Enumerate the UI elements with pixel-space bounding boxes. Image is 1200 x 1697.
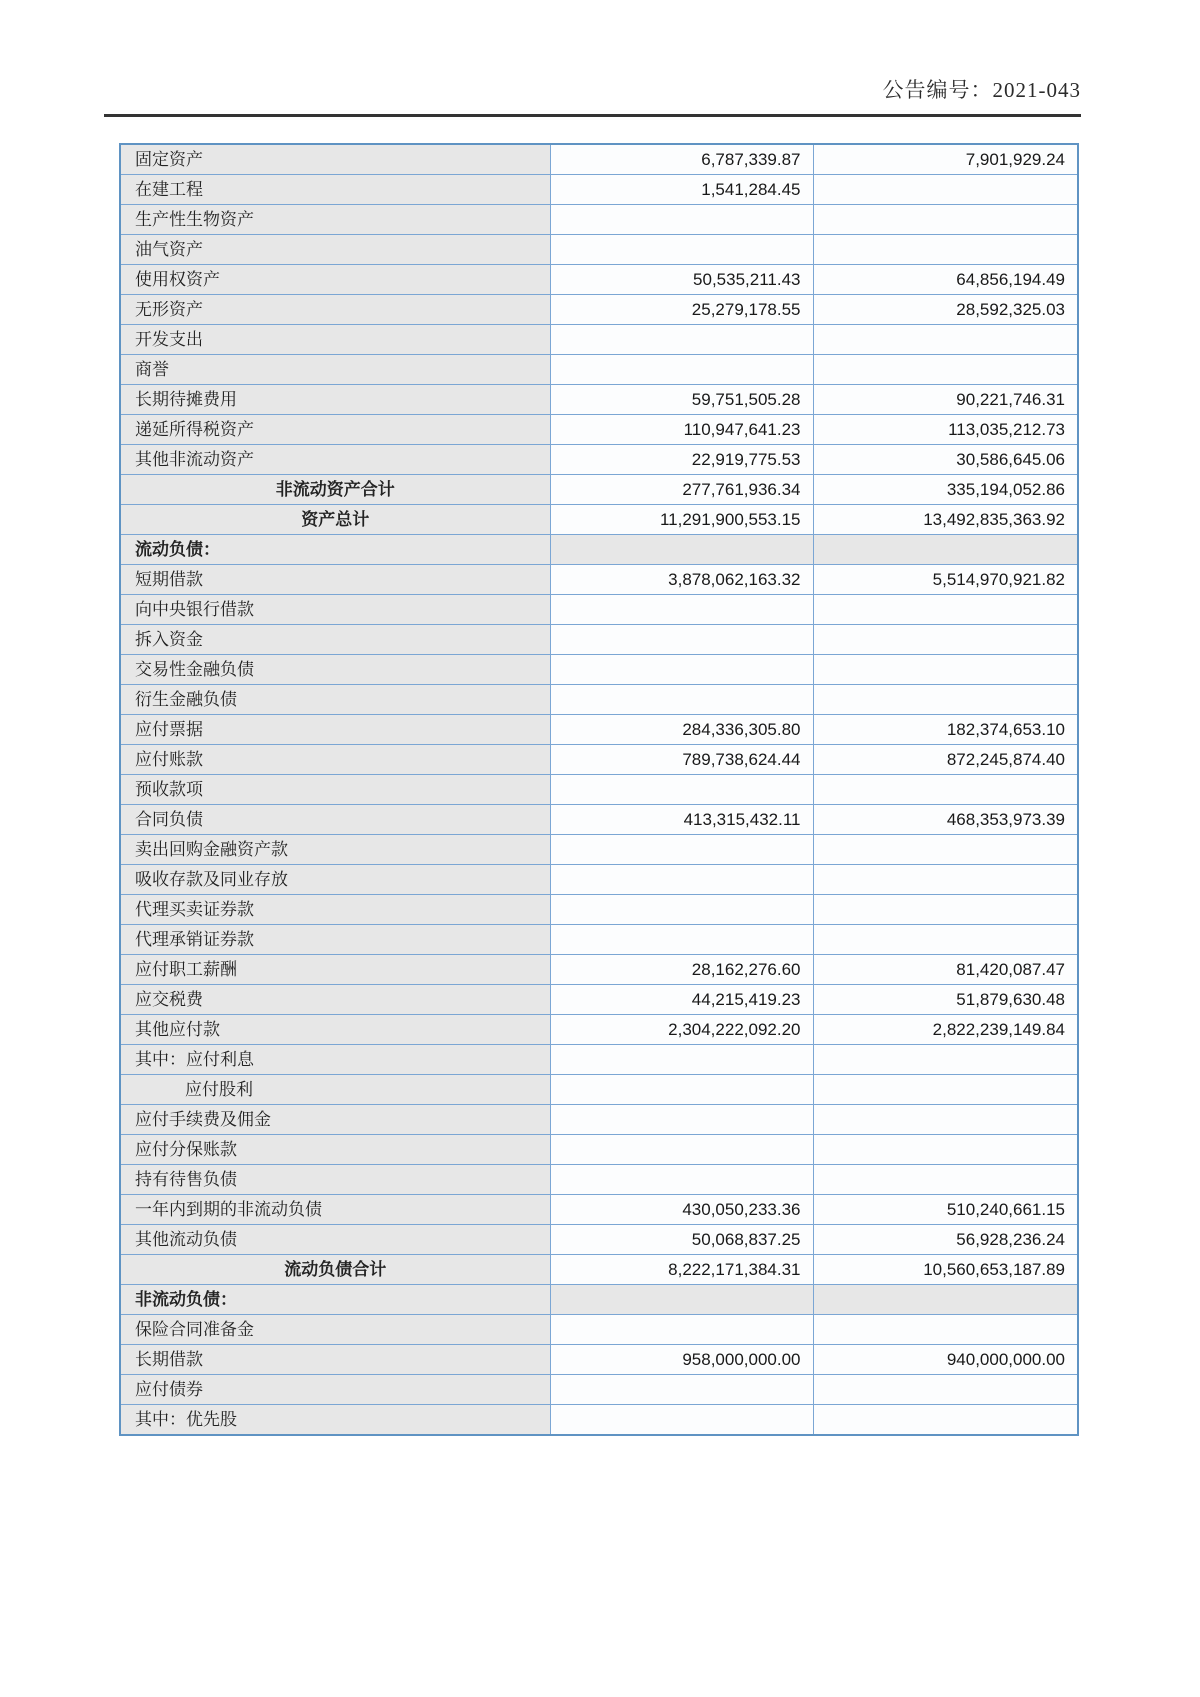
row-current-value-cell: 413,315,432.11	[550, 805, 813, 835]
row-label-cell: 交易性金融负债	[120, 655, 550, 685]
row-previous-value-cell: 28,592,325.03	[813, 295, 1078, 325]
row-previous-value-cell: 51,879,630.48	[813, 985, 1078, 1015]
table-row	[120, 1405, 1078, 1436]
row-current-value-cell	[550, 1375, 813, 1405]
table-row	[120, 385, 1078, 415]
row-current-value-cell	[550, 595, 813, 625]
row-previous-value-cell: 56,928,236.24	[813, 1225, 1078, 1255]
balance-sheet-body	[120, 144, 1078, 1435]
header-rule	[104, 114, 1081, 117]
row-current-value-cell: 277,761,936.34	[550, 475, 813, 505]
table-row	[120, 1015, 1078, 1045]
row-current-value-cell	[550, 925, 813, 955]
table-row	[120, 1255, 1078, 1285]
row-label-cell: 预收款项	[120, 775, 550, 805]
row-label-cell: 一年内到期的非流动负债	[120, 1195, 550, 1225]
table-row	[120, 475, 1078, 505]
row-label-cell: 合同负债	[120, 805, 550, 835]
row-label-cell: 代理承销证券款	[120, 925, 550, 955]
table-row	[120, 1045, 1078, 1075]
row-previous-value-cell	[813, 1375, 1078, 1405]
row-label-cell: 非流动负债：	[120, 1285, 550, 1315]
row-previous-value-cell: 2,822,239,149.84	[813, 1015, 1078, 1045]
row-label-cell: 持有待售负债	[120, 1165, 550, 1195]
row-current-value-cell: 3,878,062,163.32	[550, 565, 813, 595]
row-label-cell: 保险合同准备金	[120, 1315, 550, 1345]
row-previous-value-cell	[813, 1315, 1078, 1345]
table-row	[120, 355, 1078, 385]
table-row	[120, 205, 1078, 235]
row-label-cell: 拆入资金	[120, 625, 550, 655]
row-previous-value-cell	[813, 925, 1078, 955]
row-label-cell: 生产性生物资产	[120, 205, 550, 235]
row-current-value-cell	[550, 1315, 813, 1345]
row-previous-value-cell	[813, 595, 1078, 625]
table-row	[120, 505, 1078, 535]
table-row	[120, 955, 1078, 985]
row-label-cell: 衍生金融负债	[120, 685, 550, 715]
row-previous-value-cell: 872,245,874.40	[813, 745, 1078, 775]
row-current-value-cell	[550, 1165, 813, 1195]
table-row	[120, 1345, 1078, 1375]
row-previous-value-cell: 90,221,746.31	[813, 385, 1078, 415]
table-row	[120, 805, 1078, 835]
row-previous-value-cell: 113,035,212.73	[813, 415, 1078, 445]
table-row	[120, 745, 1078, 775]
row-current-value-cell: 50,535,211.43	[550, 265, 813, 295]
row-current-value-cell	[550, 235, 813, 265]
row-label-cell: 短期借款	[120, 565, 550, 595]
row-previous-value-cell	[813, 325, 1078, 355]
row-previous-value-cell	[813, 1045, 1078, 1075]
table-row	[120, 595, 1078, 625]
row-label-cell: 固定资产	[120, 144, 550, 175]
row-current-value-cell	[550, 325, 813, 355]
row-label-cell: 流动负债合计	[120, 1255, 550, 1285]
row-label-cell: 其他非流动资产	[120, 445, 550, 475]
table-row	[120, 144, 1078, 175]
table-row	[120, 1315, 1078, 1345]
table-row	[120, 445, 1078, 475]
row-label-cell: 代理买卖证券款	[120, 895, 550, 925]
row-current-value-cell: 8,222,171,384.31	[550, 1255, 813, 1285]
row-previous-value-cell: 10,560,653,187.89	[813, 1255, 1078, 1285]
row-label-cell: 长期借款	[120, 1345, 550, 1375]
row-label-cell: 其他流动负债	[120, 1225, 550, 1255]
row-label-cell: 使用权资产	[120, 265, 550, 295]
row-label-cell: 油气资产	[120, 235, 550, 265]
row-label-cell: 其他应付款	[120, 1015, 550, 1045]
announcement-number: 公告编号：2021-043	[882, 78, 1081, 102]
row-previous-value-cell: 468,353,973.39	[813, 805, 1078, 835]
row-current-value-cell	[550, 835, 813, 865]
row-previous-value-cell: 30,586,645.06	[813, 445, 1078, 475]
row-label-cell: 长期待摊费用	[120, 385, 550, 415]
row-previous-value-cell: 81,420,087.47	[813, 955, 1078, 985]
table-row	[120, 1375, 1078, 1405]
row-previous-value-cell: 940,000,000.00	[813, 1345, 1078, 1375]
table-row	[120, 1105, 1078, 1135]
table-row	[120, 1165, 1078, 1195]
row-label-cell: 开发支出	[120, 325, 550, 355]
row-current-value-cell: 2,304,222,092.20	[550, 1015, 813, 1045]
row-label-cell: 卖出回购金融资产款	[120, 835, 550, 865]
row-current-value-cell: 28,162,276.60	[550, 955, 813, 985]
row-label-cell: 应付手续费及佣金	[120, 1105, 550, 1135]
table-row	[120, 1135, 1078, 1165]
row-current-value-cell	[550, 1075, 813, 1105]
row-previous-value-cell	[813, 1135, 1078, 1165]
table-row	[120, 565, 1078, 595]
row-previous-value-cell	[813, 235, 1078, 265]
row-previous-value-cell	[813, 175, 1078, 205]
row-current-value-cell	[550, 1045, 813, 1075]
row-previous-value-cell	[813, 1405, 1078, 1436]
row-current-value-cell	[550, 655, 813, 685]
row-current-value-cell	[550, 355, 813, 385]
row-current-value-cell: 284,336,305.80	[550, 715, 813, 745]
row-current-value-cell	[550, 1285, 813, 1315]
table-row	[120, 895, 1078, 925]
row-label-cell: 应付债券	[120, 1375, 550, 1405]
row-current-value-cell	[550, 625, 813, 655]
row-current-value-cell: 44,215,419.23	[550, 985, 813, 1015]
row-label-cell: 流动负债：	[120, 535, 550, 565]
row-label-cell: 应付分保账款	[120, 1135, 550, 1165]
row-label-cell: 无形资产	[120, 295, 550, 325]
row-current-value-cell	[550, 775, 813, 805]
row-current-value-cell	[550, 685, 813, 715]
table-row	[120, 265, 1078, 295]
row-label-cell: 应付账款	[120, 745, 550, 775]
row-current-value-cell	[550, 535, 813, 565]
row-label-cell: 非流动资产合计	[120, 475, 550, 505]
row-previous-value-cell: 64,856,194.49	[813, 265, 1078, 295]
row-previous-value-cell	[813, 535, 1078, 565]
row-previous-value-cell	[813, 865, 1078, 895]
row-current-value-cell: 6,787,339.87	[550, 144, 813, 175]
row-previous-value-cell	[813, 355, 1078, 385]
row-previous-value-cell	[813, 205, 1078, 235]
row-previous-value-cell	[813, 1105, 1078, 1135]
table-row	[120, 715, 1078, 745]
row-current-value-cell: 50,068,837.25	[550, 1225, 813, 1255]
row-previous-value-cell: 7,901,929.24	[813, 144, 1078, 175]
row-current-value-cell: 1,541,284.45	[550, 175, 813, 205]
row-current-value-cell: 22,919,775.53	[550, 445, 813, 475]
table-row	[120, 775, 1078, 805]
row-current-value-cell: 110,947,641.23	[550, 415, 813, 445]
table-row	[120, 835, 1078, 865]
table-row	[120, 415, 1078, 445]
row-current-value-cell	[550, 1405, 813, 1436]
row-previous-value-cell: 5,514,970,921.82	[813, 565, 1078, 595]
row-label-cell: 商誉	[120, 355, 550, 385]
row-current-value-cell	[550, 1105, 813, 1135]
row-previous-value-cell: 13,492,835,363.92	[813, 505, 1078, 535]
table-row	[120, 625, 1078, 655]
table-row	[120, 1195, 1078, 1225]
row-previous-value-cell	[813, 1285, 1078, 1315]
row-previous-value-cell	[813, 835, 1078, 865]
row-label-cell: 其中：优先股	[120, 1405, 550, 1436]
row-previous-value-cell	[813, 625, 1078, 655]
row-label-cell: 递延所得税资产	[120, 415, 550, 445]
row-previous-value-cell	[813, 1075, 1078, 1105]
row-previous-value-cell	[813, 895, 1078, 925]
row-current-value-cell	[550, 205, 813, 235]
row-previous-value-cell	[813, 1165, 1078, 1195]
row-previous-value-cell: 182,374,653.10	[813, 715, 1078, 745]
row-current-value-cell	[550, 865, 813, 895]
row-label-cell: 其中：应付利息	[120, 1045, 550, 1075]
row-label-cell: 资产总计	[120, 505, 550, 535]
table-row	[120, 535, 1078, 565]
table-row	[120, 1285, 1078, 1315]
table-row	[120, 1075, 1078, 1105]
balance-sheet-table	[119, 143, 1079, 1436]
row-previous-value-cell	[813, 655, 1078, 685]
table-row	[120, 685, 1078, 715]
row-current-value-cell: 430,050,233.36	[550, 1195, 813, 1225]
row-label-cell: 应付股利	[120, 1075, 550, 1105]
table-row	[120, 655, 1078, 685]
row-current-value-cell: 59,751,505.28	[550, 385, 813, 415]
row-current-value-cell	[550, 895, 813, 925]
row-label-cell: 应交税费	[120, 985, 550, 1015]
table-row	[120, 985, 1078, 1015]
row-label-cell: 吸收存款及同业存放	[120, 865, 550, 895]
table-row	[120, 295, 1078, 325]
table-row	[120, 175, 1078, 205]
row-label-cell: 在建工程	[120, 175, 550, 205]
row-current-value-cell: 789,738,624.44	[550, 745, 813, 775]
table-row	[120, 235, 1078, 265]
row-current-value-cell: 958,000,000.00	[550, 1345, 813, 1375]
table-row	[120, 925, 1078, 955]
row-current-value-cell: 25,279,178.55	[550, 295, 813, 325]
row-previous-value-cell	[813, 775, 1078, 805]
row-current-value-cell	[550, 1135, 813, 1165]
row-current-value-cell: 11,291,900,553.15	[550, 505, 813, 535]
table-row	[120, 865, 1078, 895]
table-row	[120, 1225, 1078, 1255]
row-label-cell: 应付票据	[120, 715, 550, 745]
table-row	[120, 325, 1078, 355]
row-previous-value-cell: 335,194,052.86	[813, 475, 1078, 505]
row-label-cell: 向中央银行借款	[120, 595, 550, 625]
row-label-cell: 应付职工薪酬	[120, 955, 550, 985]
row-previous-value-cell	[813, 685, 1078, 715]
row-previous-value-cell: 510,240,661.15	[813, 1195, 1078, 1225]
